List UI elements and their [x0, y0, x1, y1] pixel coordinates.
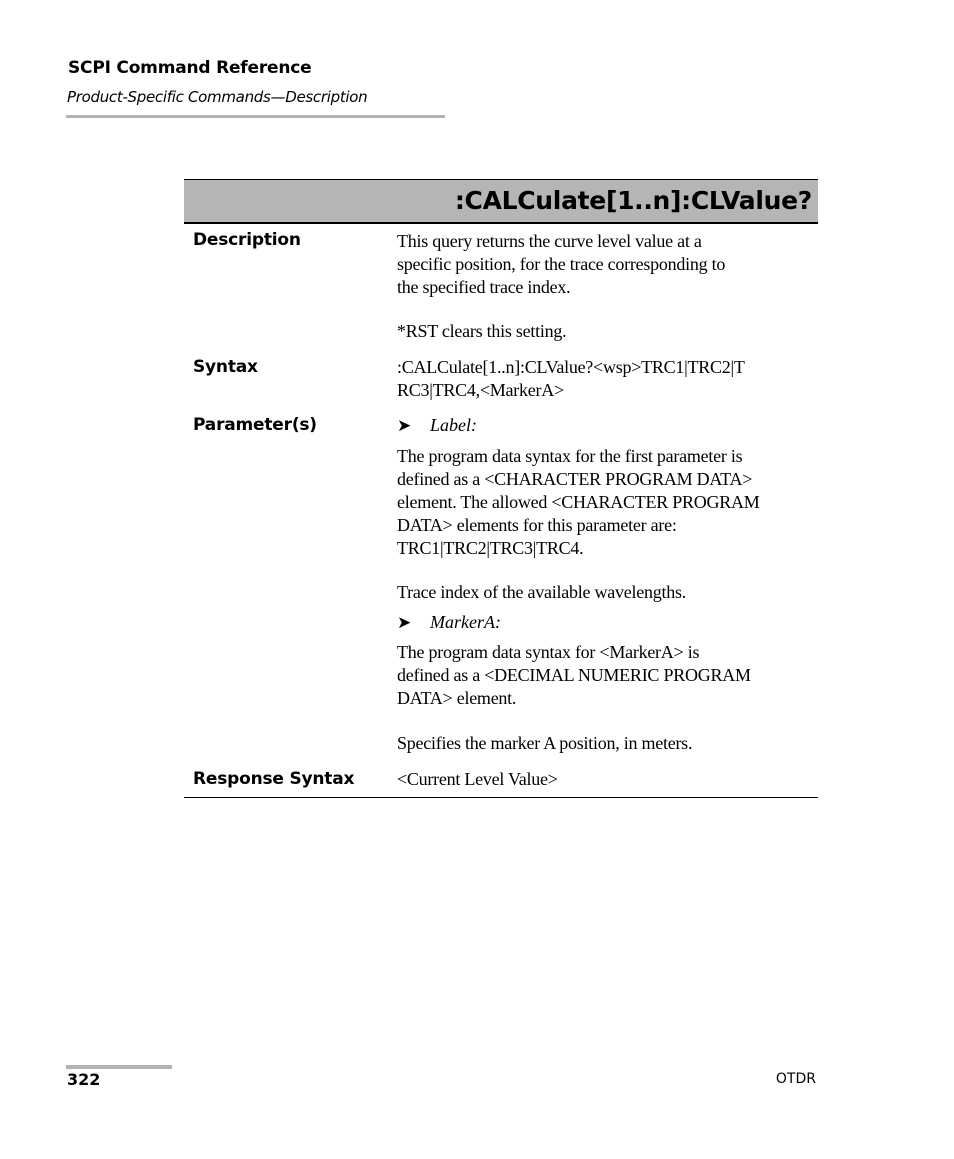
running-header-title: SCPI Command Reference — [68, 58, 312, 78]
parameter-markera-note: Specifies the marker A position, in meters. — [397, 733, 693, 753]
description-label: Description — [193, 230, 301, 250]
header-rule — [66, 115, 445, 118]
parameter-name: MarkerA: — [430, 612, 501, 632]
parameter-line: The program data syntax for <MarkerA> is — [397, 642, 700, 662]
syntax-text — [397, 356, 817, 402]
description-line: specific position, for the trace corresponding to — [397, 254, 726, 274]
document-name: OTDR — [775, 1071, 816, 1087]
command-title-bar — [184, 179, 818, 224]
description-text — [397, 230, 817, 299]
description-note: *RST clears this setting. — [397, 321, 567, 341]
response-syntax-value: <Current Level Value> — [397, 769, 558, 789]
parameter-markera-text — [397, 641, 817, 710]
footer-rule — [66, 1065, 172, 1069]
parameter-markera-heading — [397, 611, 501, 634]
parameters-label: Parameter(s) — [193, 415, 317, 435]
page-number: 322 — [67, 1070, 101, 1089]
syntax-line: :CALCulate[1..n]:CLValue?<wsp>TRC1|TRC2|T — [397, 357, 745, 377]
table-bottom-rule — [184, 797, 818, 798]
response-syntax-label: Response Syntax — [193, 769, 355, 789]
syntax-line: RC3|TRC4,<MarkerA> — [397, 380, 564, 400]
parameter-line: DATA> elements for this parameter are: — [397, 515, 677, 535]
syntax-label: Syntax — [193, 357, 258, 377]
parameter-line: The program data syntax for the first parameter is — [397, 446, 743, 466]
description-line: This query returns the curve level value at a — [397, 231, 702, 251]
running-header-subtitle: Product-Specific Commands—Description — [67, 88, 368, 106]
command-name: :CALCulate[1..n]:CLValue? — [454, 186, 812, 215]
parameter-line: DATA> element. — [397, 688, 517, 708]
parameter-line: element. The allowed <CHARACTER PROGRAM — [397, 492, 760, 512]
parameter-line: defined as a <DECIMAL NUMERIC PROGRAM — [397, 665, 751, 685]
description-line: the specified trace index. — [397, 277, 571, 297]
parameter-name: Label: — [430, 415, 477, 435]
parameter-line: defined as a <CHARACTER PROGRAM DATA> — [397, 469, 753, 489]
parameter-label-note: Trace index of the available wavelengths. — [397, 582, 686, 602]
parameter-label-heading — [397, 414, 477, 437]
parameter-line: TRC1|TRC2|TRC3|TRC4. — [397, 538, 584, 558]
parameter-label-text — [397, 445, 817, 560]
arrow-bullet-icon: ➤ — [397, 416, 412, 435]
arrow-bullet-icon: ➤ — [397, 613, 412, 632]
